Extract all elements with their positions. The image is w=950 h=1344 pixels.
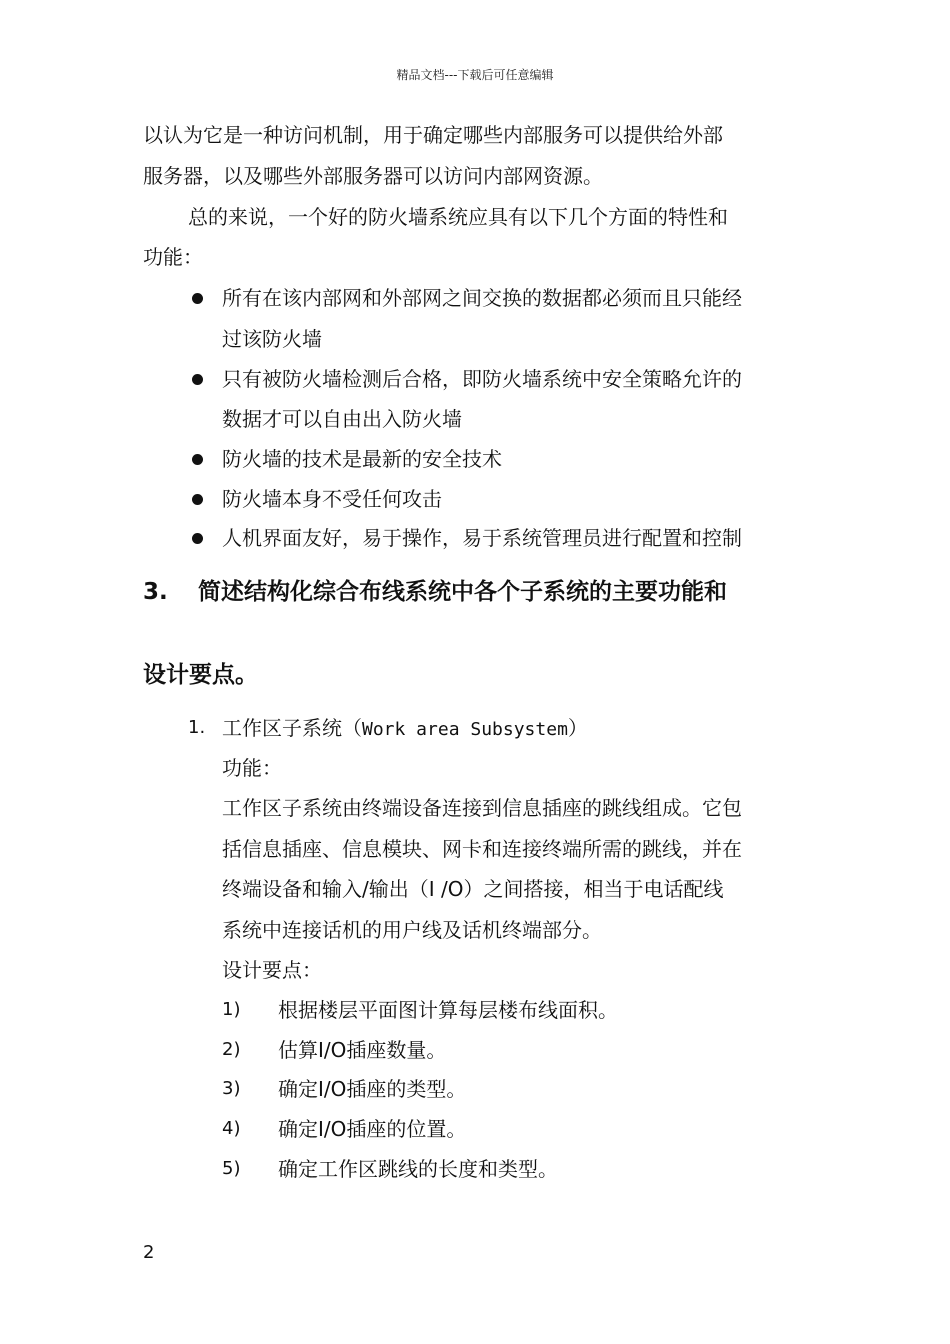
point-number: 4)	[222, 1118, 241, 1139]
section-number: 3.	[143, 579, 168, 605]
point-number: 5)	[222, 1158, 241, 1179]
point-text: 根据楼层平面图计算每层楼布线面积。	[278, 998, 618, 1022]
section-title-line-2: 设计要点。	[143, 662, 258, 688]
function-line-2: 括信息插座、信息模块、网卡和连接终端所需的跳线，并在	[222, 837, 742, 861]
bullet-1-line-1: 所有在该内部网和外部网之间交换的数据都必须而且只能经	[222, 286, 742, 310]
intro-line-4: 功能：	[143, 245, 203, 269]
point-text: 估算I/O插座数量。	[278, 1038, 447, 1062]
function-line-1: 工作区子系统由终端设备连接到信息插座的跳线组成。它包	[222, 796, 742, 820]
point-text: 确定I/O插座的位置。	[278, 1117, 467, 1141]
page-header: 精品文档---下载后可任意编辑	[396, 68, 554, 82]
point-text: 确定工作区跳线的长度和类型。	[278, 1157, 558, 1181]
bullet-dot-icon	[192, 293, 203, 304]
point-number: 2)	[222, 1039, 241, 1060]
intro-line-2: 服务器，以及哪些外部服务器可以访问内部网资源。	[143, 164, 603, 188]
item-title-cn: 工作区子系统（	[222, 716, 362, 740]
bullet-2-line-1: 只有被防火墙检测后合格，即防火墙系统中安全策略允许的	[222, 367, 742, 391]
bullet-5: 人机界面友好，易于操作，易于系统管理员进行配置和控制	[222, 526, 742, 550]
section-title-line-1: 简述结构化综合布线系统中各个子系统的主要功能和	[198, 579, 727, 605]
point-number: 3)	[222, 1078, 241, 1099]
item-number: 1.	[188, 717, 206, 738]
bullet-4: 防火墙本身不受任何攻击	[222, 487, 442, 511]
function-line-3: 终端设备和输入/输出（I /O）之间搭接，相当于电话配线	[222, 877, 724, 901]
bullet-2-line-2: 数据才可以自由出入防火墙	[222, 407, 462, 431]
bullet-1-line-2: 过该防火墙	[222, 327, 322, 351]
point-number: 1)	[222, 999, 241, 1020]
bullet-3: 防火墙的技术是最新的安全技术	[222, 447, 502, 471]
bullet-dot-icon	[192, 533, 203, 544]
intro-line-3: 总的来说，一个好的防火墙系统应具有以下几个方面的特性和	[188, 205, 728, 229]
function-line-4: 系统中连接话机的用户线及话机终端部分。	[222, 918, 602, 942]
page-number: 2	[143, 1242, 155, 1263]
function-label: 功能：	[222, 756, 282, 780]
item-title	[222, 714, 588, 744]
bullet-dot-icon	[192, 374, 203, 385]
point-text: 确定I/O插座的类型。	[278, 1077, 467, 1101]
item-title-en: Work area Subsystem	[362, 719, 568, 740]
bullet-dot-icon	[192, 494, 203, 505]
design-label: 设计要点：	[222, 958, 322, 982]
intro-line-1: 以认为它是一种访问机制，用于确定哪些内部服务可以提供给外部	[143, 123, 723, 147]
item-title-close: ）	[567, 716, 588, 740]
bullet-dot-icon	[192, 454, 203, 465]
